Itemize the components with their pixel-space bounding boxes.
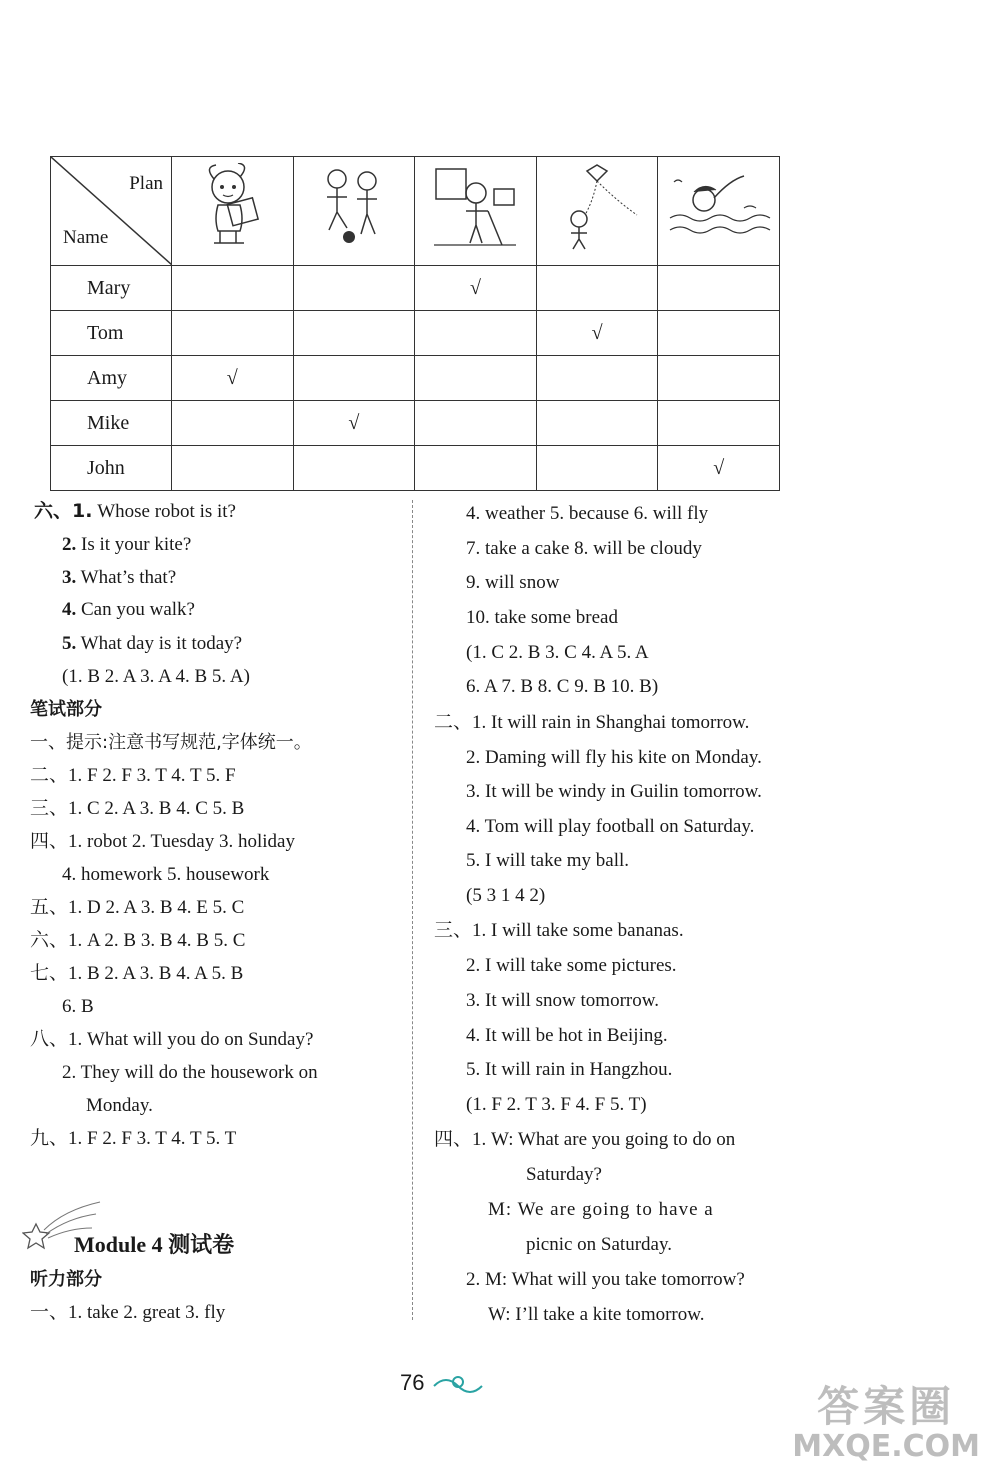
cell [536,266,658,311]
answer-line: 5. It will rain in Hangzhou. [466,1059,673,1080]
answer-line: picnic on Saturday. [526,1234,672,1255]
answer-line [34,499,236,524]
answer-line: 4. Tom will play football on Saturday. [466,816,755,837]
cell [415,311,537,356]
answer-line: 一、提示:注意书写规范,字体统一。 [30,732,312,753]
cell: √ [293,401,415,446]
item-text: Whose robot is it? [92,501,236,522]
name-header-label: Name [63,227,109,248]
answer-line: 2. They will do the housework on [62,1062,318,1083]
answer-line [62,598,195,622]
table-row [51,311,780,356]
girl-cleaning-illustration [430,163,520,253]
picture-football [293,157,415,266]
cell [658,401,780,446]
item-number: 六、1. [34,500,93,522]
answer-line: 9. will snow [466,572,560,593]
answer-line: 6. A 7. B 8. C 9. B 10. B) [466,676,659,697]
plan-table [50,156,780,491]
cell [415,446,537,491]
cell [172,401,294,446]
cell: √ [658,446,780,491]
cell [293,446,415,491]
item-text: What day is it today? [76,633,243,654]
answer-line: 4. It will be hot in Beijing. [466,1025,668,1046]
boy-flying-kite-illustration [547,163,647,253]
cell [293,356,415,401]
answer-line [62,533,191,557]
answer-line: 2. Daming will fly his kite on Monday. [466,747,762,768]
answer-line: 二、1. It will rain in Shanghai tomorrow. [434,712,750,733]
answer-line: (1. C 2. B 3. C 4. A 5. A [466,642,649,663]
row-name: Amy [51,356,172,401]
answer-line: 5. I will take my ball. [466,850,630,871]
answer-line: 九、1. F 2. F 3. T 4. T 5. T [30,1128,237,1149]
answer-line: 2. I will take some pictures. [466,955,677,976]
answer-line: 10. take some bread [466,607,618,628]
table-row [51,266,780,311]
picture-housework [415,157,537,266]
answer-line: 三、1. C 2. A 3. B 4. C 5. B [30,798,245,819]
row-name: Tom [51,311,172,356]
section-heading: 笔试部分 [30,699,102,720]
item-text: Is it your kite? [76,534,192,555]
column-divider [412,500,413,1320]
item-number: 5. [62,633,77,654]
plan-header-label: Plan [129,173,163,194]
cell: √ [172,356,294,401]
answer-line [62,566,176,590]
watermark [792,1382,980,1464]
table-row [51,356,780,401]
cell [658,311,780,356]
page-number: 76 [400,1370,425,1395]
header-corner-cell [51,157,172,266]
watermark-text: 答案圈 [817,1382,956,1431]
girl-reading-illustration [192,163,272,253]
table-row [51,446,780,491]
cell: √ [415,266,537,311]
cell [658,266,780,311]
watermark-url: MXQE.COM [792,1429,980,1464]
cell [536,446,658,491]
answer-line: 3. It will be windy in Guilin tomorrow. [466,781,762,802]
answer-line: M: We are going to have a [488,1199,714,1220]
row-name: Mary [51,266,172,311]
answer-line: 六、1. A 2. B 3. B 4. B 5. C [30,930,246,951]
cell [536,401,658,446]
answer-line: 一、1. take 2. great 3. fly [30,1302,226,1323]
cell [415,401,537,446]
answer-line: 四、1. robot 2. Tuesday 3. holiday [30,831,295,852]
item-number: 4. [62,599,77,620]
answer-line [62,632,242,656]
boy-swimming-illustration [664,168,774,248]
answer-line: 三、1. I will take some bananas. [434,920,684,941]
answer-line: (5 3 1 4 2) [466,885,546,906]
flower-ornament-icon [432,1372,484,1396]
cell [172,446,294,491]
answer-line: (1. F 2. T 3. F 4. F 5. T) [466,1094,647,1115]
boys-football-illustration [309,163,399,253]
cell [172,311,294,356]
cell [536,356,658,401]
answer-line: 二、1. F 2. F 3. T 4. T 5. F [30,765,236,786]
picture-swimming [658,157,780,266]
answer-line: 七、1. B 2. A 3. B 4. A 5. B [30,963,244,984]
item-text: Can you walk? [76,599,195,620]
section-heading: 听力部分 [30,1269,102,1290]
answer-line: 2. M: What will you take tomorrow? [466,1269,745,1290]
picture-kite [536,157,658,266]
cell [658,356,780,401]
item-number: 3. [62,567,77,588]
table-header-row [51,157,780,266]
answer-line: 五、1. D 2. A 3. B 4. E 5. C [30,897,245,918]
cell: √ [536,311,658,356]
answer-line: 3. It will snow tomorrow. [466,990,659,1011]
answer-line: W: I’ll take a kite tomorrow. [488,1304,705,1325]
cell [293,311,415,356]
module-title: Module 4 测试卷 [74,1232,235,1257]
cell [415,356,537,401]
table-row [51,401,780,446]
answer-line: 4. weather 5. because 6. will fly [466,503,709,524]
answer-line: (1. B 2. A 3. A 4. B 5. A) [62,666,250,687]
answer-line: 7. take a cake 8. will be cloudy [466,538,702,559]
cell [172,266,294,311]
item-number: 2. [62,534,77,555]
picture-reading [172,157,294,266]
answer-line: Monday. [86,1095,153,1116]
answer-line: 4. homework 5. housework [62,864,270,885]
answer-line: 八、1. What will you do on Sunday? [30,1029,314,1050]
answer-line: 6. B [62,996,94,1017]
cell [293,266,415,311]
row-name: John [51,446,172,491]
answer-line: 四、1. W: What are you going to do on [434,1129,736,1150]
answer-line: Saturday? [526,1164,602,1185]
item-text: What’s that? [76,567,177,588]
row-name: Mike [51,401,172,446]
